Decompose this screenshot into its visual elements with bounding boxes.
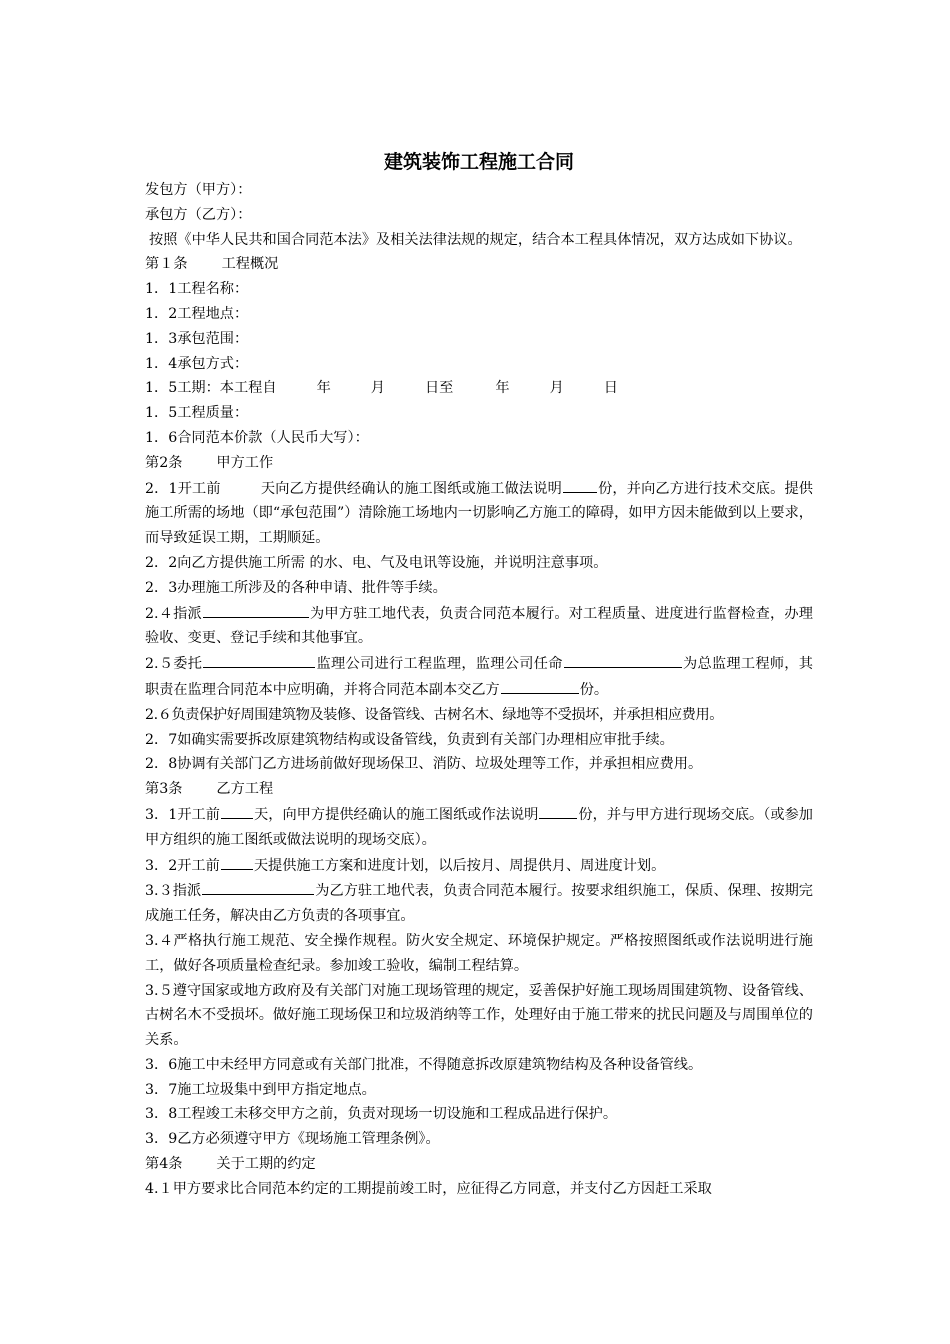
clause-3-6: 3．6施工中未经甲方同意或有关部门批准，不得随意拆改原建筑物结构及各种设备管线。 (145, 1056, 703, 1073)
clause-text: 天，向甲方提供经确认的施工图纸或作法说明 (254, 806, 539, 823)
article-number: 第2条 (145, 454, 183, 471)
clause-2-3: 2．3办理施工所涉及的各种申请、批件等手续。 (145, 579, 447, 596)
clause-text: 3．1开工前 (145, 806, 220, 823)
clause-text: 天向乙方提供经确认的施工图纸或施工做法说明 (260, 480, 562, 497)
clause-1-1: 1．1工程名称： (145, 281, 249, 298)
clause-3-9: 3．9乙方必须遵守甲方《现场施工管理条例》。 (145, 1131, 440, 1148)
article-title: 工程概况 (221, 256, 279, 273)
blank-field (203, 651, 315, 668)
article-number: 第１条 (145, 256, 188, 273)
clause-2-6: 2.６负责保护好周围建筑物及装修、设备管线、古树名木、绿地等不受损坏，并承担相应费用。 (145, 706, 724, 723)
clause-2-8: 2．8协调有关部门乙方进场前做好现场保卫、消防、垃圾处理等工作，并承担相应费用。 (145, 756, 703, 773)
clause-2-7: 2．7如确实需要拆改原建筑物结构或设备管线，负责到有关部门办理相应审批手续。 (145, 731, 674, 748)
article-title: 关于工期的约定 (216, 1156, 316, 1173)
clause-1-5-period (145, 376, 813, 401)
article-title: 甲方工作 (216, 454, 274, 471)
clause-3-7: 3．7施工垃圾集中到甲方指定地点。 (145, 1081, 376, 1098)
article-title: 乙方工程 (216, 781, 274, 798)
clause-text: 2.４指派 (145, 605, 202, 622)
clause-1-4: 1．4承包方式： (145, 355, 249, 372)
clause-4-1: 4.１甲方要求比合同范本约定的工期提前竣工时，应征得乙方同意，并支付乙方因赶工采取 (145, 1180, 712, 1197)
end-month-label: 月 (549, 380, 564, 397)
article-number: 第3条 (145, 781, 183, 798)
period-prefix: 1．5工期：本工程自 (145, 380, 277, 397)
document-title: 建筑装饰工程施工合同 (383, 151, 574, 173)
blank-field (563, 476, 597, 493)
clause-text: 天提供施工方案和进度计划，以后按月、周提供月、周进度计划。 (253, 857, 666, 874)
party-b-line: 承包方（乙方）： (145, 206, 252, 223)
clause-text: 2.５委托 (145, 656, 203, 673)
end-year-label: 年 (495, 380, 510, 397)
clause-2-5 (145, 651, 813, 703)
preamble-paragraph (145, 228, 813, 253)
clause-text: 为甲方驻工地代表，负责合同范本履行。对工程质量、进度进行监督检查，办理验收、变更、登记手续和其他事宜。 (145, 605, 813, 647)
clause-text: 份，并向乙方进行技术交底。提供施工所需的场地（即“承包范围”）清除施工场地内一切影响乙方施工的障碍，如甲方因未能做到以上要求，而导致延误工期，工期顺延。 (145, 480, 813, 547)
preamble-text: 按照《中华人民共和国合同范本法》及相关法律法规的规定，结合本工程具体情况，双方达成如下协议。 (149, 231, 802, 248)
clause-text: 为总监理工程师，其职责在监理合同范本中应明确，并将合同范本副本交乙方 (145, 656, 813, 698)
article-number: 第4条 (145, 1156, 183, 1173)
blank-field (539, 802, 577, 819)
clause-3-4: 3.４严格执行施工规范、安全操作规程。防火安全规定、环境保护规定。严格按照图纸或作法说明进行施工，做好各项质量检查纪录。参加竣工验收，编制工程结算。 (145, 932, 813, 974)
clause-2-1 (145, 476, 813, 551)
clause-2-2: 2．2向乙方提供施工所需 的水、电、气及电讯等设施，并说明注意事项。 (145, 554, 608, 571)
start-day-label: 日至 (424, 380, 454, 397)
clause-1-2: 1．2工程地点： (145, 305, 249, 322)
start-year-label: 年 (316, 380, 331, 397)
clause-text: 3.３指派 (145, 883, 202, 900)
clause-3-2 (145, 853, 813, 879)
clause-text: 监理公司进行工程监理，监理公司任命 (316, 656, 563, 673)
party-a-line: 发包方（甲方）： (145, 182, 252, 198)
article-3-heading (145, 777, 813, 802)
blank-field (202, 878, 314, 895)
article-1-heading (145, 252, 813, 277)
article-4-heading (145, 1152, 813, 1177)
clause-3-5: 3.５遵守国家或地方政府及有关部门对施工现场管理的规定，妥善保护好施工现场周围建筑物、设备管线、古树名木不受损坏。做好施工现场保卫和垃圾消纳等工作，处理好由于施工带来的扰民问题及与周围单位的关系。 (145, 982, 813, 1049)
blank-field (221, 802, 253, 819)
clause-2-4 (145, 601, 813, 652)
clause-1-3: 1．3承包范围： (145, 330, 249, 347)
blank-field (501, 677, 579, 694)
clause-3-8: 3．8工程竣工未移交甲方之前，负责对现场一切设施和工程成品进行保护。 (145, 1106, 618, 1123)
clause-text: 份。 (579, 681, 609, 698)
start-month-label: 月 (370, 380, 385, 397)
blank-field (221, 853, 253, 870)
clause-3-1 (145, 802, 813, 853)
clause-1-6: 1．6合同范本价款（人民币大写）： (145, 429, 369, 446)
clause-text: 份，并与甲方进行现场交底。（或参加甲方组织的施工图纸或做法说明的现场交底）。 (145, 806, 813, 848)
article-2-heading (145, 451, 813, 476)
clause-text: 2．1开工前 (145, 480, 221, 497)
clause-text: 3．2开工前 (145, 857, 220, 874)
clause-3-3 (145, 878, 813, 929)
end-day-label: 日 (603, 380, 618, 397)
clause-text: 为乙方驻工地代表，负责合同范本履行。按要求组织施工，保质、保理、按期完成施工任务，解决由乙方负责的各项事宜。 (145, 883, 813, 925)
blank-field (564, 651, 682, 668)
clause-1-5-quality: 1．5工程质量： (145, 405, 249, 422)
contract-page (145, 148, 813, 1202)
blank-field (203, 601, 309, 618)
